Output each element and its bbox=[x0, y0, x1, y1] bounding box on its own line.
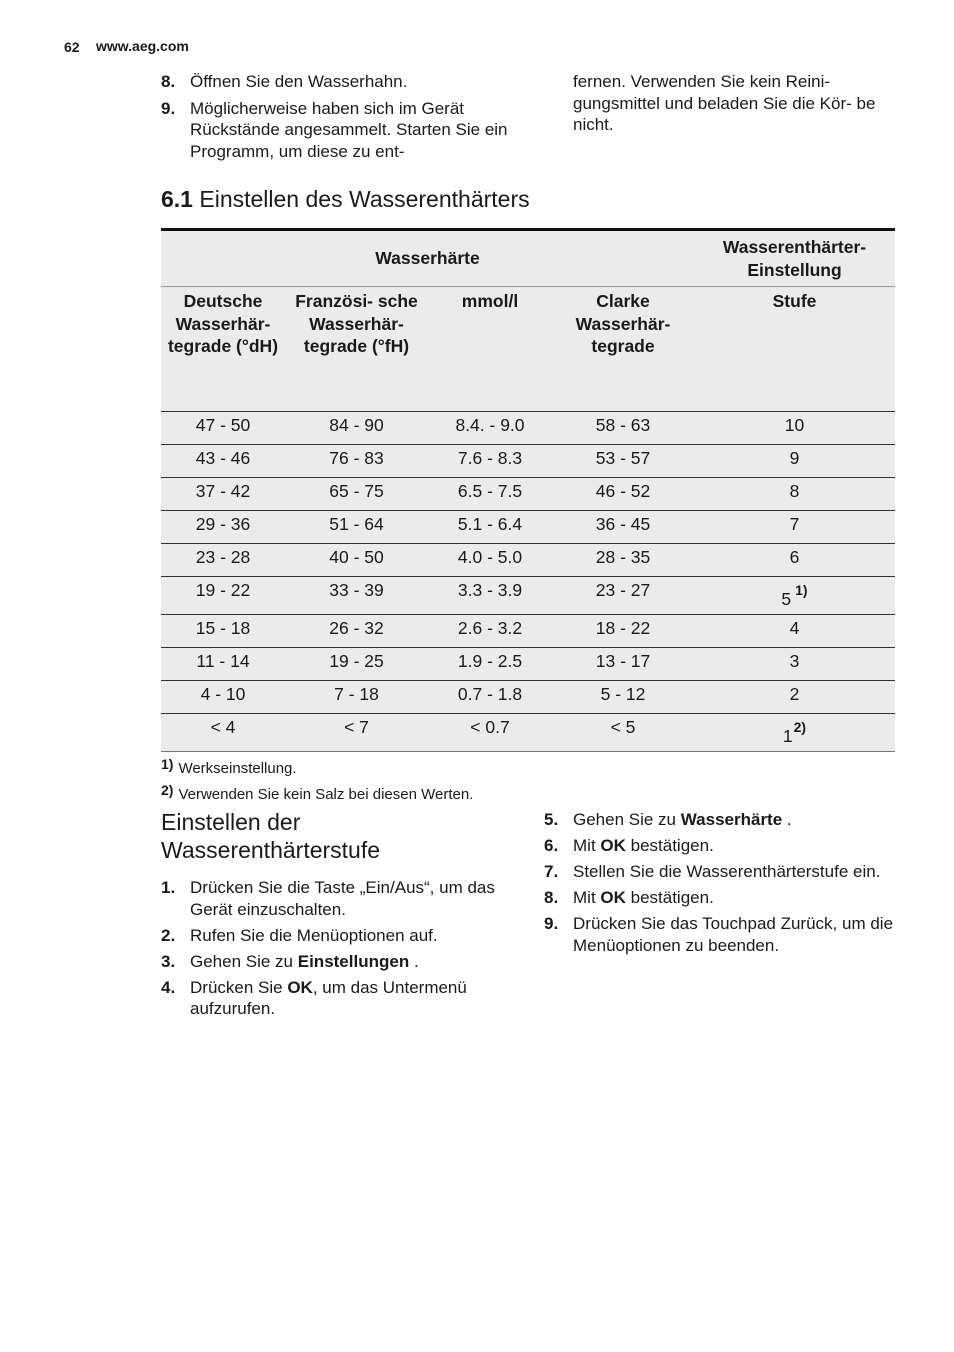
step-number: 3. bbox=[161, 951, 176, 971]
list-item bbox=[161, 977, 521, 1020]
cell-clarke: 28 - 35 bbox=[552, 544, 694, 577]
section-title bbox=[161, 186, 530, 213]
step-text: Öffnen Sie den Wasserhahn. bbox=[190, 72, 408, 91]
list-item bbox=[544, 913, 904, 956]
cell-dh: 37 - 42 bbox=[161, 478, 285, 511]
step-number: 2. bbox=[161, 925, 176, 945]
footnote-reference: 2) bbox=[793, 719, 807, 735]
list-item bbox=[544, 861, 904, 883]
cell-mmol: 8.4. - 9.0 bbox=[428, 412, 552, 445]
page-number: 62 bbox=[64, 39, 80, 55]
cell-mmol: 4.0 - 5.0 bbox=[428, 544, 552, 577]
cell-mmol: 6.5 - 7.5 bbox=[428, 478, 552, 511]
section-title-text: Einstellen des Wasserenthärters bbox=[199, 186, 530, 212]
cell-fh: 40 - 50 bbox=[285, 544, 428, 577]
cell-dh: 4 - 10 bbox=[161, 681, 285, 714]
cell-mmol: 0.7 - 1.8 bbox=[428, 681, 552, 714]
list-item bbox=[161, 98, 521, 163]
cell-mmol: < 0.7 bbox=[428, 714, 552, 752]
cell-dh: 11 - 14 bbox=[161, 648, 285, 681]
setting-steps-column-2 bbox=[544, 809, 904, 961]
step-text: Gehen Sie zu bbox=[190, 951, 298, 971]
step-text-end: bestätigen. bbox=[625, 836, 714, 855]
step-text: Drücken Sie die Taste „Ein/Aus“, um das Gerät einzuschalten. bbox=[190, 878, 495, 919]
step-number: 9. bbox=[544, 914, 559, 933]
step-text: Möglicherweise haben sich im Gerät Rückstände angesammelt. Starten Sie ein Programm, um diese zu ent- bbox=[190, 98, 508, 161]
step-text: Drücken Sie das Touchpad Zurück, um die Menüoptionen zu beenden. bbox=[573, 914, 894, 955]
top-steps bbox=[161, 71, 521, 167]
column-header-stufe: Stufe bbox=[694, 287, 895, 412]
step-text: Stellen Sie die Wasserenthärterstufe ein. bbox=[573, 862, 881, 881]
stufe-value: 1 bbox=[782, 726, 793, 746]
table-row bbox=[161, 511, 895, 544]
cell-fh: 7 - 18 bbox=[285, 681, 428, 714]
stufe-value: 8 bbox=[789, 481, 800, 501]
list-item bbox=[544, 835, 904, 857]
list-item bbox=[161, 71, 521, 93]
stufe-value: 9 bbox=[789, 448, 800, 468]
stufe-value: 6 bbox=[789, 547, 800, 567]
cell-fh: < 7 bbox=[285, 714, 428, 752]
table-row bbox=[161, 681, 895, 714]
cell-clarke: < 5 bbox=[552, 714, 694, 752]
header-url: www.aeg.com bbox=[96, 38, 189, 54]
cell-stufe bbox=[694, 511, 895, 544]
list-item bbox=[161, 951, 521, 973]
step-text: Mit bbox=[573, 888, 601, 907]
cell-dh: 43 - 46 bbox=[161, 445, 285, 478]
table-row bbox=[161, 478, 895, 511]
cell-stufe bbox=[694, 615, 895, 648]
footnote bbox=[161, 756, 297, 777]
table-row bbox=[161, 544, 895, 577]
footnote-reference: 1) bbox=[795, 582, 808, 598]
step-number: 8. bbox=[544, 888, 559, 907]
step-text: Gehen Sie zu bbox=[573, 810, 681, 829]
cell-fh: 84 - 90 bbox=[285, 412, 428, 445]
step-number: 8. bbox=[161, 72, 176, 91]
cell-clarke: 53 - 57 bbox=[552, 445, 694, 478]
step-text: Drücken Sie bbox=[190, 977, 288, 997]
table-row bbox=[161, 445, 895, 478]
section-number: 6.1 bbox=[161, 186, 193, 212]
cell-dh: 29 - 36 bbox=[161, 511, 285, 544]
cell-fh: 33 - 39 bbox=[285, 577, 428, 615]
step-keyword: Wasserhärte bbox=[680, 810, 783, 829]
cell-dh: 23 - 28 bbox=[161, 544, 285, 577]
cell-dh: 15 - 18 bbox=[161, 615, 285, 648]
table-row bbox=[161, 577, 895, 615]
step-number: 5. bbox=[544, 810, 559, 829]
step-keyword: OK bbox=[600, 888, 626, 907]
setting-steps-column-1 bbox=[161, 877, 521, 1024]
cell-clarke: 18 - 22 bbox=[552, 615, 694, 648]
cell-dh: 19 - 22 bbox=[161, 577, 285, 615]
step-keyword: Einstellungen bbox=[297, 951, 410, 971]
stufe-value: 10 bbox=[784, 415, 805, 435]
cell-fh: 26 - 32 bbox=[285, 615, 428, 648]
step-number: 6. bbox=[544, 836, 559, 855]
stufe-value: 5 bbox=[781, 589, 792, 609]
cell-clarke: 5 - 12 bbox=[552, 681, 694, 714]
stufe-value: 2 bbox=[789, 684, 800, 704]
cell-dh: 47 - 50 bbox=[161, 412, 285, 445]
step-number: 1. bbox=[161, 878, 176, 897]
cell-stufe bbox=[694, 478, 895, 511]
list-item bbox=[544, 809, 904, 831]
cell-clarke: 36 - 45 bbox=[552, 511, 694, 544]
footnote-mark: 2) bbox=[161, 782, 174, 798]
cell-fh: 65 - 75 bbox=[285, 478, 428, 511]
column-header-dh: Deutsche Wasserhär- tegrade (°dH) bbox=[161, 287, 285, 412]
top-step-continuation: fernen. Verwenden Sie kein Reini- gungsmittel und beladen Sie die Kör- be nicht. bbox=[573, 72, 876, 134]
column-header-fh: Französi- sche Wasserhär- tegrade (°fH) bbox=[285, 287, 428, 412]
cell-clarke: 46 - 52 bbox=[552, 478, 694, 511]
step-text-end: , um das Untermenü aufzurufen. bbox=[190, 977, 467, 1018]
step-number: 9. bbox=[161, 98, 176, 118]
footnote-text: Werkseinstellung. bbox=[178, 760, 297, 777]
cell-mmol: 5.1 - 6.4 bbox=[428, 511, 552, 544]
step-number: 4. bbox=[161, 977, 176, 997]
cell-stufe bbox=[694, 445, 895, 478]
table-row bbox=[161, 615, 895, 648]
column-header-mmol: mmol/l bbox=[428, 287, 552, 412]
cell-clarke: 13 - 17 bbox=[552, 648, 694, 681]
list-item bbox=[544, 887, 904, 909]
cell-mmol: 3.3 - 3.9 bbox=[428, 577, 552, 615]
list-item bbox=[161, 925, 521, 947]
cell-dh: < 4 bbox=[161, 714, 285, 752]
stufe-value: 3 bbox=[789, 651, 800, 671]
table-row bbox=[161, 412, 895, 445]
footnote-mark: 1) bbox=[161, 756, 174, 772]
list-item bbox=[161, 877, 521, 920]
group-header-hardness: Wasserhärte bbox=[375, 248, 480, 269]
cell-mmol: 7.6 - 8.3 bbox=[428, 445, 552, 478]
group-header-setting: Wasserenthärter- Einstellung bbox=[722, 237, 867, 280]
step-number: 7. bbox=[544, 862, 559, 881]
footnote bbox=[161, 782, 473, 803]
step-keyword: OK bbox=[600, 836, 626, 855]
step-text-end: . bbox=[782, 810, 792, 829]
cell-clarke: 23 - 27 bbox=[552, 577, 694, 615]
table-row bbox=[161, 714, 895, 752]
water-hardness-table bbox=[161, 228, 895, 752]
cell-fh: 76 - 83 bbox=[285, 445, 428, 478]
cell-stufe bbox=[694, 577, 895, 615]
cell-fh: 51 - 64 bbox=[285, 511, 428, 544]
table-row bbox=[161, 648, 895, 681]
cell-fh: 19 - 25 bbox=[285, 648, 428, 681]
cell-stufe bbox=[694, 412, 895, 445]
cell-mmol: 2.6 - 3.2 bbox=[428, 615, 552, 648]
step-text-end: . bbox=[409, 951, 419, 971]
cell-stufe bbox=[694, 681, 895, 714]
cell-mmol: 1.9 - 2.5 bbox=[428, 648, 552, 681]
cell-clarke: 58 - 63 bbox=[552, 412, 694, 445]
column-header-clarke: Clarke Wasserhär- tegrade bbox=[552, 287, 694, 412]
step-keyword: OK bbox=[287, 977, 313, 997]
footnote-text: Verwenden Sie kein Salz bei diesen Werten. bbox=[178, 786, 474, 803]
step-text: Mit bbox=[573, 836, 601, 855]
step-text-end: bestätigen. bbox=[625, 888, 714, 907]
subsection-title: Einstellen der Wasserenthärterstufe bbox=[161, 809, 381, 863]
stufe-value: 4 bbox=[789, 618, 800, 638]
stufe-value: 7 bbox=[789, 514, 800, 534]
cell-stufe bbox=[694, 714, 895, 752]
cell-stufe bbox=[694, 544, 895, 577]
cell-stufe bbox=[694, 648, 895, 681]
step-text: Rufen Sie die Menüoptionen auf. bbox=[190, 925, 438, 945]
